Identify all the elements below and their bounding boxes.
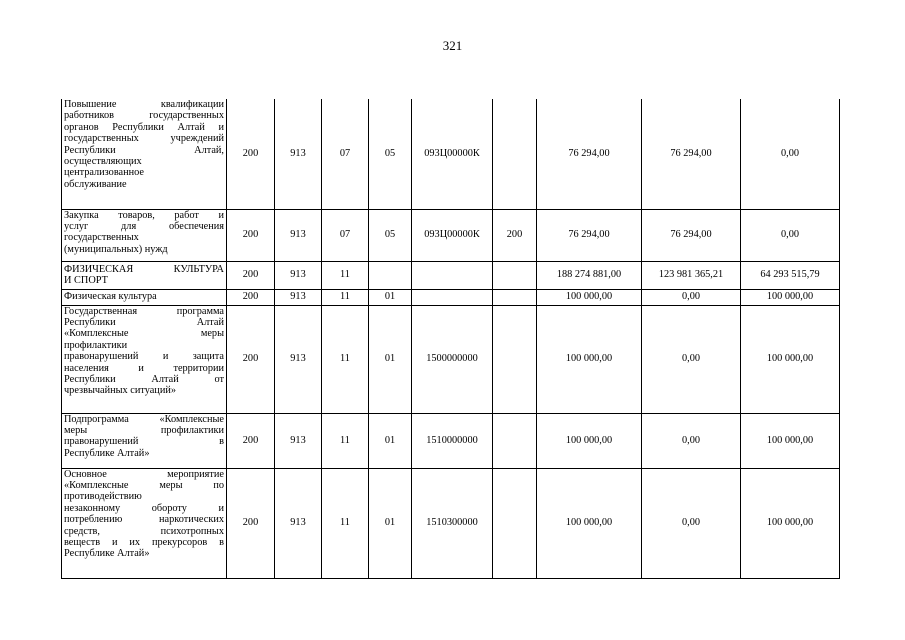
budget-item-name-line: правонарушений и защита	[64, 351, 224, 363]
budget-item-name-line: осуществляющих	[64, 156, 142, 168]
table-row	[62, 289, 840, 305]
budget-cell-ved: 913	[275, 468, 322, 578]
budget-item-name-line: средств, психотропных	[64, 525, 224, 537]
table-row	[62, 413, 840, 468]
budget-item-name-line: «Комплексные меры по	[64, 479, 224, 491]
budget-cell-sum-2: 0,00	[642, 305, 741, 413]
budget-cell-pr: 01	[369, 289, 412, 305]
budget-cell-csr: 093Ц00000К	[412, 99, 493, 209]
budget-cell-rz: 11	[322, 413, 369, 468]
budget-item-name-line: Республики Алтай от	[64, 373, 224, 385]
budget-cell-rz: 11	[322, 261, 369, 289]
budget-cell-rz: 11	[322, 305, 369, 413]
table-row	[62, 468, 840, 578]
budget-cell-sum-1: 100 000,00	[537, 289, 642, 305]
page-number: 321	[442, 38, 463, 53]
budget-cell-ved: 913	[275, 413, 322, 468]
budget-item-name	[62, 261, 227, 289]
budget-cell-rz: 07	[322, 99, 369, 209]
budget-item-name-line: Повышение квалификации	[64, 99, 224, 110]
budget-cell-csr	[412, 261, 493, 289]
budget-cell-sum-2: 0,00	[642, 468, 741, 578]
budget-item-name-line: Основное мероприятие	[64, 468, 224, 480]
budget-cell-sum-2: 0,00	[642, 413, 741, 468]
budget-cell-sum-3: 100 000,00	[741, 468, 840, 578]
budget-item-name-line: меры профилактики	[64, 424, 224, 436]
budget-item-name-line: Республике Алтай»	[64, 447, 150, 459]
budget-cell-sum-1: 188 274 881,00	[537, 261, 642, 289]
budget-cell-ved: 913	[275, 261, 322, 289]
budget-item-name-line: «Комплексные меры	[64, 328, 224, 340]
table-row	[62, 209, 840, 261]
budget-item-name-line: работников государственных	[64, 110, 224, 122]
budget-cell-ved: 913	[275, 99, 322, 209]
budget-item-name-line: И СПОРТ	[64, 275, 108, 286]
budget-cell-gr: 200	[227, 99, 275, 209]
budget-cell-ved: 913	[275, 289, 322, 305]
budget-item-name	[62, 413, 227, 468]
budget-item-name-line: потреблению наркотических	[64, 514, 224, 526]
budget-item-name-line: веществ и их прекурсоров в	[64, 536, 224, 548]
budget-cell-rz: 07	[322, 209, 369, 261]
budget-item-name	[62, 305, 227, 413]
budget-item-name-line: профилактики	[64, 339, 128, 351]
budget-cell-sum-1: 76 294,00	[537, 209, 642, 261]
budget-item-name	[62, 289, 227, 305]
budget-cell-pr: 05	[369, 99, 412, 209]
budget-item-name-line: Физическая культура	[64, 291, 157, 303]
budget-item-name-line: Республики Алтай	[64, 316, 224, 328]
budget-item-name-line: Закупка товаров, работ и	[64, 209, 224, 221]
budget-cell-sum-3: 0,00	[741, 99, 840, 209]
budget-item-name-line: Республики Алтай,	[64, 144, 224, 156]
budget-cell-sum-1: 76 294,00	[537, 99, 642, 209]
budget-cell-sum-3: 100 000,00	[741, 289, 840, 305]
budget-cell-sum-2: 76 294,00	[642, 209, 741, 261]
budget-cell-pr: 01	[369, 468, 412, 578]
budget-item-name-line: незаконному обороту и	[64, 502, 224, 514]
budget-cell-sum-3: 100 000,00	[741, 305, 840, 413]
budget-cell-gr: 200	[227, 413, 275, 468]
budget-cell-csr: 1500000000	[412, 305, 493, 413]
budget-cell-gr: 200	[227, 468, 275, 578]
budget-cell-sum-1: 100 000,00	[537, 305, 642, 413]
budget-item-name-line: (муниципальных) нужд	[64, 243, 168, 255]
budget-cell-gr: 200	[227, 261, 275, 289]
budget-cell-csr: 093Ц00000К	[412, 209, 493, 261]
budget-item-name-line: государственных	[64, 232, 139, 244]
budget-cell-vr	[493, 305, 537, 413]
budget-cell-csr	[412, 289, 493, 305]
budget-item-name-line: органов Республики Алтай и	[64, 121, 224, 133]
budget-cell-pr: 05	[369, 209, 412, 261]
budget-cell-vr	[493, 468, 537, 578]
budget-cell-sum-1: 100 000,00	[537, 468, 642, 578]
budget-cell-vr: 200	[493, 209, 537, 261]
budget-item-name-line: ФИЗИЧЕСКАЯ КУЛЬТУРА	[64, 263, 224, 275]
budget-item-name-line: государственных учреждений	[64, 133, 224, 145]
budget-cell-csr: 1510300000	[412, 468, 493, 578]
budget-cell-pr: 01	[369, 413, 412, 468]
budget-table	[61, 99, 840, 579]
budget-item-name-line: чрезвычайных ситуаций»	[64, 385, 176, 397]
budget-cell-pr: 01	[369, 305, 412, 413]
budget-cell-vr	[493, 261, 537, 289]
budget-item-name-line: обслуживание	[64, 178, 127, 190]
budget-item-name-line: Подпрограмма «Комплексные	[64, 413, 224, 425]
budget-cell-rz: 11	[322, 289, 369, 305]
budget-cell-vr	[493, 289, 537, 305]
budget-item-name-line: Государственная программа	[64, 305, 224, 317]
table-row	[62, 305, 840, 413]
budget-cell-sum-2: 0,00	[642, 289, 741, 305]
budget-item-name-line: Республике Алтай»	[64, 548, 150, 560]
budget-cell-sum-2: 76 294,00	[642, 99, 741, 209]
budget-item-name	[62, 468, 227, 578]
budget-item-name	[62, 99, 227, 209]
budget-item-name-line: услуг для обеспечения	[64, 220, 224, 232]
budget-cell-vr	[493, 99, 537, 209]
budget-cell-rz: 11	[322, 468, 369, 578]
budget-cell-pr	[369, 261, 412, 289]
budget-cell-sum-3: 100 000,00	[741, 413, 840, 468]
table-row	[62, 261, 840, 289]
budget-cell-gr: 200	[227, 305, 275, 413]
budget-cell-ved: 913	[275, 209, 322, 261]
budget-item-name-line: централизованное	[64, 167, 144, 179]
budget-cell-gr: 200	[227, 289, 275, 305]
budget-item-name	[62, 209, 227, 261]
budget-cell-sum-2: 123 981 365,21	[642, 261, 741, 289]
budget-cell-ved: 913	[275, 305, 322, 413]
budget-cell-gr: 200	[227, 209, 275, 261]
budget-cell-sum-3: 0,00	[741, 209, 840, 261]
budget-cell-csr: 1510000000	[412, 413, 493, 468]
budget-cell-vr	[493, 413, 537, 468]
budget-cell-sum-1: 100 000,00	[537, 413, 642, 468]
budget-cell-sum-3: 64 293 515,79	[741, 261, 840, 289]
table-row	[62, 99, 840, 209]
budget-item-name-line: правонарушений в	[64, 436, 224, 448]
budget-item-name-line: населения и территории	[64, 362, 224, 374]
budget-item-name-line: противодействию	[64, 491, 142, 503]
